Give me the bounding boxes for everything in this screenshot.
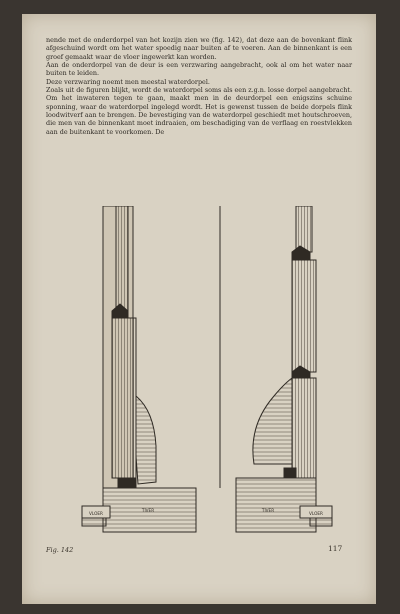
paragraph-3: Deze verzwaring noemt men meestal waterdorpel. — [46, 77, 210, 86]
figure-142-illustration — [78, 206, 336, 540]
paragraph-2: Aan de onderdorpel van de deur is een verzwaring aangebracht, ook al om het water naar buiten te leiden. — [46, 61, 352, 78]
label-right-vloer: VLOER — [309, 511, 323, 516]
right-sill-drawing — [220, 206, 332, 532]
label-left-vloer: VLOER — [89, 511, 103, 516]
label-left-tiver: TIVER — [141, 508, 155, 513]
figure-caption: Fig. 142 — [46, 546, 74, 554]
paragraph-4: Zoals uit de figuren blijkt, wordt de waterdorpel soms als een z.g.n. losse dorpel aangebracht. Om het inwateren tegen te gaan, maakt men in de deurdorpel een enigszins schuine sponning, waar de waterdorpel ingelegd wordt. Het is gewenst tussen de beide dorpels flink loodwitverf aan te brengen. De bevestiging van de waterdorpel geschiedt met houtschroeven, die men van de binnenkant moet indraaien, om beschadiging van de verflaag en roestvlekken aan de buitenkant te voorkomen. De — [46, 86, 352, 136]
paragraph-1: nende met de onderdorpel van het kozijn zien we (fig. 142), dat deze aan de bovenkant flink afgeschuind wordt om het water spoedig naar buiten af te voeren. Aan de binnenkant is een groef gemaakt waar de vloer ingewerkt kan worden. — [46, 36, 352, 61]
body-text — [46, 36, 352, 136]
book-page — [22, 14, 376, 604]
page-number: 117 — [328, 544, 343, 553]
left-sill-drawing — [82, 206, 196, 532]
label-right-tiver: TIVER — [261, 508, 275, 513]
